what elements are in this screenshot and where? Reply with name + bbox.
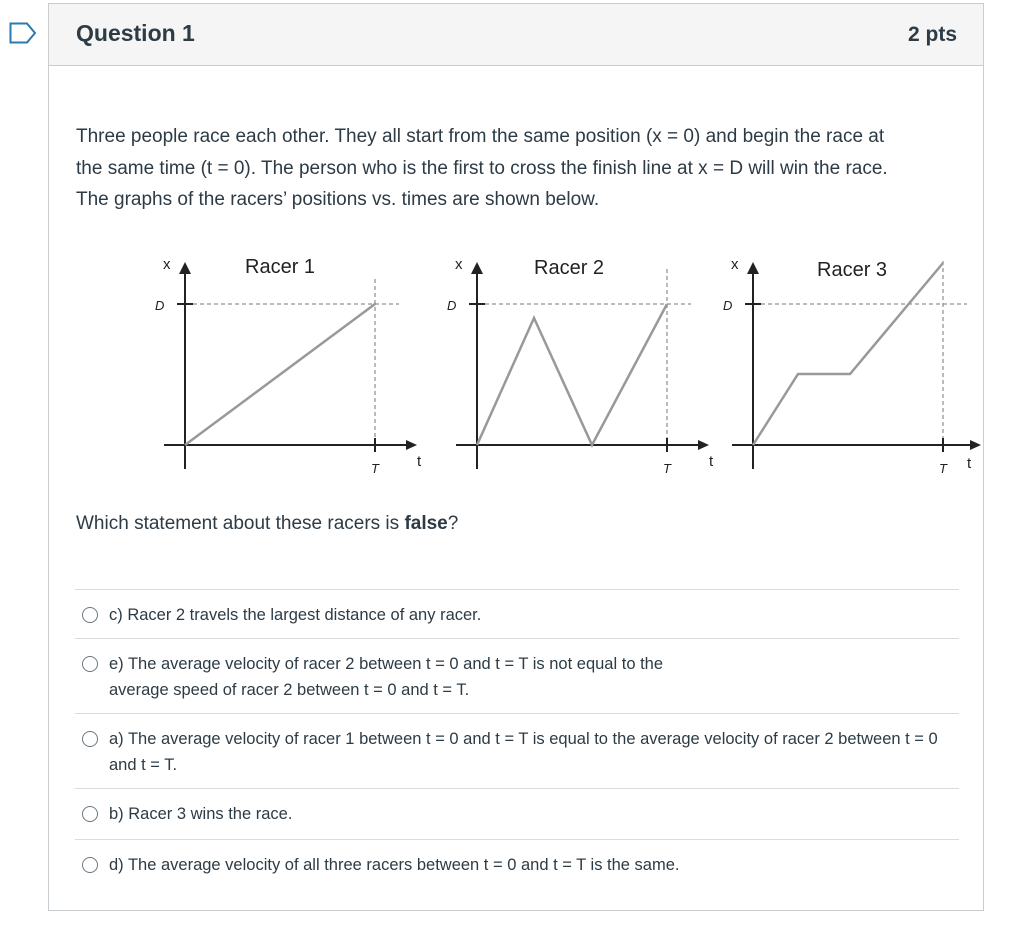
t-label: T [939, 461, 947, 476]
y-axis-arrow [747, 262, 759, 274]
answer-list [75, 589, 959, 888]
answer-option-e[interactable] [75, 638, 959, 713]
answer-label: d) The average velocity of all three racers between t = 0 and t = T is the same. [109, 856, 680, 874]
d-label: D [723, 298, 733, 313]
racer-1-graph [99, 244, 422, 484]
answer-option-c[interactable] [75, 589, 959, 638]
axis-label-x: x [731, 256, 739, 273]
question-header [49, 4, 983, 66]
racer-2-graph [391, 244, 714, 484]
x-axis-arrow [970, 440, 981, 450]
d-label: D [447, 298, 457, 313]
question-title: Question 1 [76, 20, 195, 46]
radio-button[interactable] [82, 656, 98, 672]
answer-option-a[interactable] [75, 713, 959, 788]
question-points: 2 pts [907, 23, 957, 46]
d-label: D [155, 298, 165, 313]
racer-2-line [477, 304, 667, 445]
answer-option-b[interactable] [75, 788, 959, 839]
bookmark-flag-icon[interactable] [9, 22, 37, 44]
racer-1-line [185, 304, 375, 445]
axis-label-x: x [163, 256, 171, 273]
graph-title: Racer 2 [534, 257, 605, 279]
radio-button[interactable] [82, 731, 98, 747]
sub-question [76, 513, 458, 535]
answer-option-d[interactable] [75, 839, 959, 888]
question-prompt: Three people race each other. They all start from the same position (x = 0) and begin the race at the same time (t = 0). The person who is the first to cross the finish line at x = D will win the race. The graphs of the racers’ positions vs. times are shown below. [76, 126, 888, 210]
sub-question-emphasis: false [404, 513, 448, 534]
racer-graphs [99, 244, 979, 484]
axis-label-x: x [455, 256, 463, 273]
radio-button[interactable] [82, 857, 98, 873]
y-axis-arrow [471, 262, 483, 274]
t-axis-label: t [417, 453, 422, 470]
sub-question-text: Which statement about these racers is [76, 513, 405, 534]
radio-button[interactable] [82, 806, 98, 822]
t-label: T [663, 461, 671, 476]
t-axis-label: t [709, 453, 714, 470]
question-card [48, 3, 984, 911]
racer-3-line [753, 263, 943, 445]
graph-title: Racer 3 [817, 259, 888, 281]
t-axis-label: t [967, 455, 972, 472]
radio-button[interactable] [82, 607, 98, 623]
answer-label: b) Racer 3 wins the race. [109, 805, 293, 823]
answer-label: e) The average velocity of racer 2 between t = 0 and t = T is not equal to the average speed of racer 2 between t = 0 and t = T. [109, 655, 664, 699]
sub-question-end: ? [447, 513, 459, 534]
racer-3-graph [667, 244, 979, 484]
y-axis-arrow [179, 262, 191, 274]
t-label: T [371, 461, 379, 476]
answer-label: a) The average velocity of racer 1 between t = 0 and t = T is equal to the average velocity of racer 2 between t = 0 and t = T. [109, 730, 938, 774]
answer-label: c) Racer 2 travels the largest distance of any racer. [109, 606, 482, 624]
graph-title: Racer 1 [245, 256, 316, 278]
